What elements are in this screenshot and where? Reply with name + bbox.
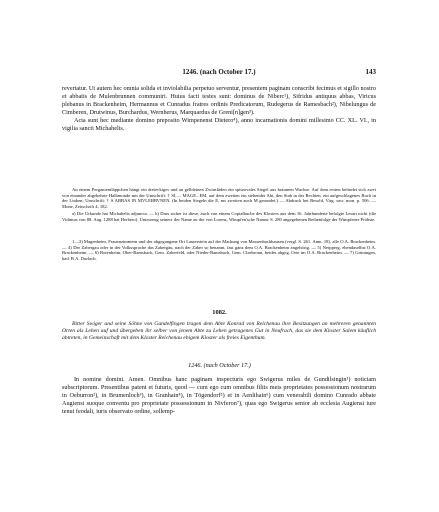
page-number: 143	[365, 68, 376, 76]
textual-note-text: a) Die Urkunde hat Michahelis adjuncta. — b) Dass sicher ist diese, auch von einem Copialbuche des Klosters aus dem 16. Jahrhunderte befolgte Lesart nicht (die Vidimus von 88. Aug. 1288 hat Herbero). Unterzeug seinecr der Name zu der von Lorenz, Wimpfen'sche Namur S. 280 angegebenen Reihenfolge der Wimpfener Pröbste.	[62, 211, 376, 222]
regest	[62, 321, 376, 342]
charter-text	[62, 85, 376, 134]
running-header	[62, 68, 376, 78]
header-date: 1246. (nach October 17.)	[182, 68, 256, 76]
place-note-text: 1—3) Magenheim, Frauenzimmern und der abgegangene Ort Lauterstein auf der Markung von Massenbachhausen (vergl. S. 261. Anm. 18), alle O.A. Brackenheim. — 4) Der Zabergau oder in der Volkssprache das Zabergäu, nach der Zaber so benannt, fast ganz dem O.A. Brackenheim angehörig. — 5) Neipperg, ebendaselbst O.A. Brackenheim. — 6) Botenheim, Ober-Ramsbach, Gem. Zaberfeld, oder Nieder-Ramsbach, Gem. Cleebronn, beides abgeg. Orte im O.A. Brackenheim. — 7) Grüningen, bad. B.A. Durlach.	[62, 239, 376, 262]
charter-paragraph: revertatur. Ut autem hec omnia solida et inviolabilia perpetuo serventur, presentem paginam conscribi fecimus et sigillo nostro et abbatis de Mulenbrunnen communiri. Huius facti testes sunt: dominus de Niberc¹), Sifridus antiquus abbas, Viricus plebanus in Brackenheim, Hermannus et Cunradus fratres ordinis Predicatorum, Rudegerus de Ramesbach²), Nibelungus de Cimberen, Drutwinus, Burchardus, Wernherus, Marquardus de Greni[n]gen³).	[62, 85, 376, 117]
seal-note-text: An einem Pergamentläppchen hängt ein dreieckiges und an gelbleinen Zwirnfäden ein spitzovales Siegel aus braunem Wachse. Auf dem ersten befindet sich zwei von einander abgekehrte Halbmonde mit der Umschrift: † SI..... MAGE...EM, auf dem zweiten ein stehender Abt, den Stab in der Rechten, ein aufgeschlagenes Buch in der Linken; Umschrift: † S ABBAS IN MVLEBRVNEN. (In beiden Siegeln die E, ms zweiten auch M gerundet.) — Abdruck bei Besold, Virg. sacr. mon. p. 506. — Mone, Zeitschrift 4, 182.	[62, 187, 376, 210]
charter-paragraph-2: In nomine domini. Amen. Omnibus hanc paginam inspecturis ego Swigerus miles de Gundilsingin¹) noticiam subscriptorum. Presentibus patent et futuris, quod — cum ego cum omnibus filiis meis proprietates possessionum nostrarum in Oeburron²), in Brumenloch³), in Granhain⁴), in Tögendorf⁵) et in Aenlihain⁶) cum venerabili domino Cunrado abbate Augiensi suoque conventu pro proprietate possessionum in Nivferon⁷), quas ego Swigerus senior ab ecclesia Augiensi iure tenui feodali, iuris observato ordine, sollemp-	[62, 376, 376, 416]
charter-text-2	[62, 376, 376, 416]
document-date: 1246. (nach October 17.)	[188, 362, 251, 369]
seal-note	[62, 187, 376, 210]
textual-note	[62, 211, 376, 222]
regest-text: Bitter Swiger und seine Söhne von Gundelfingen tragen dem Abte Konrad von Reichenau ihre Besitzungen an mehreren genannten Orten als Lehen auf und übergeben ihr selber von jenem Abte zu Lehen getragenes Gut in Neufrach, das sie dem Kloster Salem käuflich abtreten, in Gemeinschaft mit dem Kloster Reichenau ebigem Kloster als freies Eigenthum.	[62, 321, 376, 342]
place-note	[62, 239, 376, 262]
charter-paragraph: Acta sunt hec mediante domino preposito Wimpenensi Dietero⁴), anno incarnationis domini millesimo CC. XL. VI., in vigilia sancti Michahelis.	[62, 117, 376, 133]
document-number: 1082.	[212, 309, 227, 316]
